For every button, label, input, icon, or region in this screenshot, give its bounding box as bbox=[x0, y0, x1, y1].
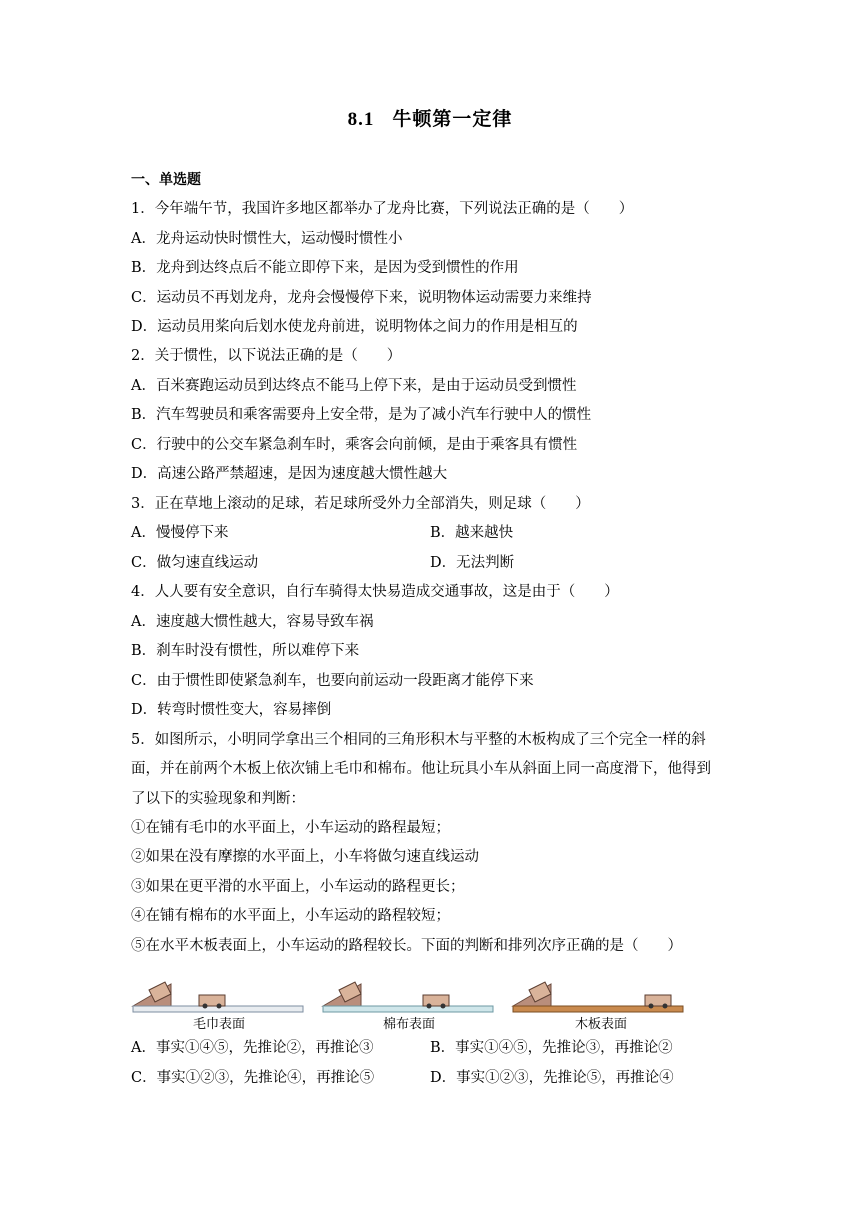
figure-label-towel: 毛巾表面 bbox=[192, 1017, 246, 1030]
q2-option-c: C．行驶中的公交车紧急刹车时，乘客会向前倾，是由于乘客具有惯性 bbox=[131, 437, 578, 453]
section-number: 8.1 bbox=[347, 109, 375, 130]
question-4-stem: 4．人人要有安全意识，自行车骑得太快易造成交通事故，这是由于（ ） bbox=[131, 584, 619, 600]
q3-option-a: A．慢慢停下来 bbox=[131, 525, 229, 541]
statement-5: ⑤在水平木板表面上，小车运动的路程较长。下面的判断和排列次序正确的是（ ） bbox=[131, 938, 682, 954]
question-5-stem-line-1: 5．如图所示，小明同学拿出三个相同的三角形积木与平整的木板构成了三个完全一样的斜 bbox=[131, 732, 706, 748]
q3-option-d: D．无法判断 bbox=[430, 555, 515, 571]
figure-label-cloth: 棉布表面 bbox=[382, 1017, 436, 1030]
q5-option-b: B．事实①④⑤，先推论③，再推论② bbox=[430, 1040, 673, 1056]
q3-option-b: B．越来越快 bbox=[430, 525, 514, 541]
cloth-surface-panel bbox=[323, 982, 493, 1012]
q2-option-a: A．百米赛跑运动员到达终点不能马上停下来，是由于运动员受到惯性 bbox=[131, 378, 577, 394]
q2-option-b: B．汽车驾驶员和乘客需要舟上安全带，是为了减小汽车行驶中人的惯性 bbox=[131, 407, 592, 423]
figure-label-wood: 木板表面 bbox=[574, 1017, 628, 1030]
q1-option-a: A．龙舟运动快时惯性大，运动慢时惯性小 bbox=[131, 231, 403, 247]
question-3-stem: 3．正在草地上滚动的足球，若足球所受外力全部消失，则足球（ ） bbox=[131, 496, 590, 512]
page-title bbox=[0, 104, 860, 131]
q4-option-b: B．刹车时没有惯性，所以难停下来 bbox=[131, 643, 360, 659]
statement-2: ②如果在没有摩擦的水平面上，小车将做匀速直线运动 bbox=[131, 849, 479, 865]
towel-surface-panel bbox=[133, 982, 303, 1012]
wood-board bbox=[513, 1006, 683, 1012]
q4-option-c: C．由于惯性即使紧急刹车，也要向前运动一段距离才能停下来 bbox=[131, 673, 534, 689]
experiment-figure bbox=[131, 968, 691, 1030]
q4-option-d: D．转弯时惯性变大，容易摔倒 bbox=[131, 702, 332, 718]
q5-option-d: D．事实①②③，先推论⑤，再推论④ bbox=[430, 1070, 674, 1086]
wood-surface-panel bbox=[513, 982, 683, 1012]
q5-option-a: A．事实①④⑤，先推论②，再推论③ bbox=[131, 1040, 374, 1056]
section-heading: 一、单选题 bbox=[131, 172, 201, 188]
toy-car bbox=[199, 995, 225, 1006]
question-2-stem: 2．关于惯性，以下说法正确的是（ ） bbox=[131, 348, 402, 364]
q1-option-c: C．运动员不再划龙舟，龙舟会慢慢停下来，说明物体运动需要力来维持 bbox=[131, 290, 592, 306]
statement-4: ④在铺有棉布的水平面上，小车运动的路程较短； bbox=[131, 908, 450, 924]
q3-option-c: C．做匀速直线运动 bbox=[131, 555, 259, 571]
q5-option-c: C．事实①②③，先推论④，再推论⑤ bbox=[131, 1070, 375, 1086]
statement-3: ③如果在更平滑的水平面上，小车运动的路程更长； bbox=[131, 879, 465, 895]
q1-option-b: B．龙舟到达终点后不能立即停下来，是因为受到惯性的作用 bbox=[131, 260, 519, 276]
question-5-stem-line-2: 面，并在前两个木板上依次铺上毛巾和棉布。他让玩具小车从斜面上同一高度滑下，他得到 bbox=[131, 761, 711, 777]
q2-option-d: D．高速公路严禁超速，是因为速度越大惯性越大 bbox=[131, 466, 448, 482]
cloth-board bbox=[323, 1006, 493, 1012]
question-5-stem-line-3: 了以下的实验现象和判断： bbox=[131, 791, 305, 807]
statement-1: ①在铺有毛巾的水平面上，小车运动的路程最短； bbox=[131, 820, 450, 836]
q1-option-d: D．运动员用桨向后划水使龙舟前进，说明物体之间力的作用是相互的 bbox=[131, 319, 578, 335]
q4-option-a: A．速度越大惯性越大，容易导致车祸 bbox=[131, 614, 374, 630]
question-1-stem: 1．今年端午节，我国许多地区都举办了龙舟比赛，下列说法正确的是（ ） bbox=[131, 201, 634, 217]
title-text: 牛顿第一定律 bbox=[392, 108, 513, 130]
